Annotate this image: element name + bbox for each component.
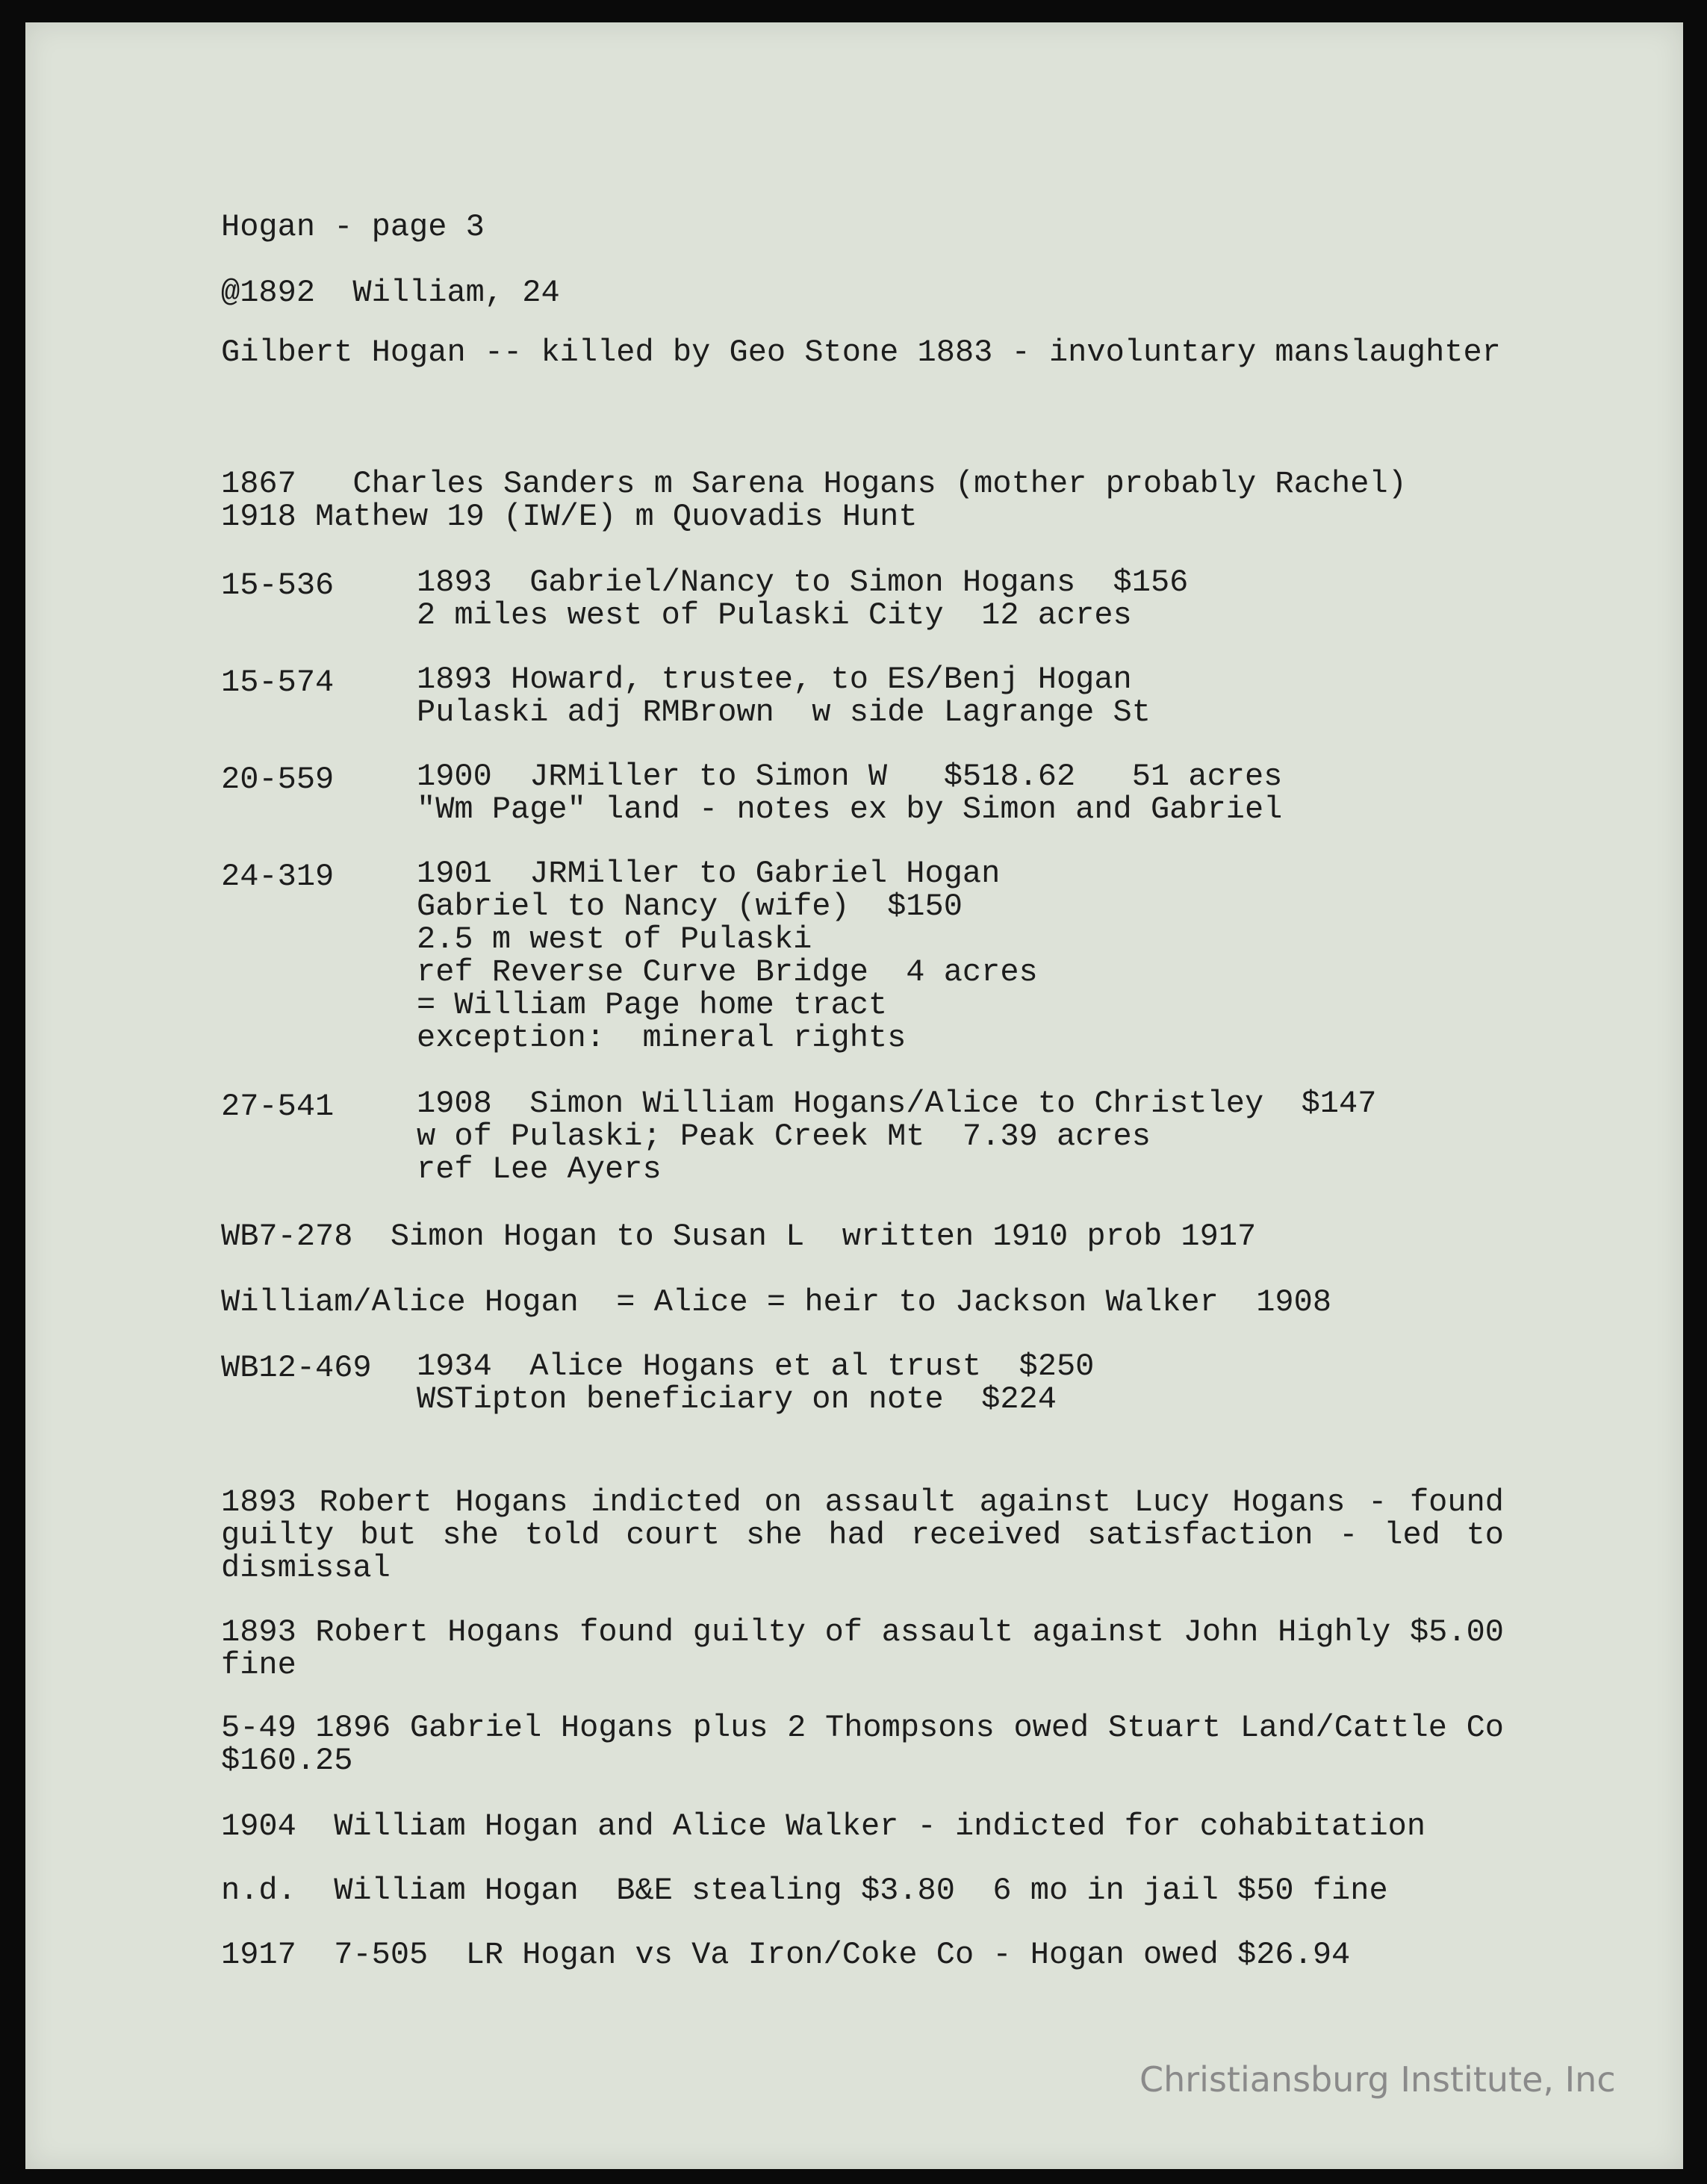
- deed-ref: 15-574: [221, 665, 335, 700]
- entry-court-1893-highly: 1893 Robert Hogans found guilty of assault against John Highly $5.00 fine: [221, 1614, 1504, 1683]
- deed-ref: 15-536: [221, 567, 335, 603]
- deed-ref: 27-541: [221, 1089, 335, 1124]
- deed-ref: WB12-469: [221, 1350, 372, 1386]
- entry-gilbert: Gilbert Hogan -- killed by Geo Stone 1883 - involuntary manslaughter: [221, 335, 1501, 370]
- entry-court-1893-lucy: 1893 Robert Hogans indicted on assault against Lucy Hogans - found guilty but she told court she had received satisfaction - led to dismissal: [221, 1484, 1504, 1586]
- deed-line: 2 miles west of Pulaski City 12 acres: [417, 597, 1132, 633]
- entry-court-1896: 5-49 1896 Gabriel Hogans plus 2 Thompsons owed Stuart Land/Cattle Co $160.25: [221, 1710, 1504, 1779]
- deed-line: Pulaski adj RMBrown w side Lagrange St: [417, 694, 1151, 730]
- deed-line: 1893 Howard, trustee, to ES/Benj Hogan: [417, 662, 1132, 697]
- entry-nd: n.d. William Hogan B&E stealing $3.80 6 mo in jail $50 fine: [221, 1873, 1388, 1908]
- deed-line: 1900 JRMiller to Simon W $518.62 51 acres: [417, 759, 1283, 794]
- entry-wb7: WB7-278 Simon Hogan to Susan L written 1910 prob 1917: [221, 1219, 1257, 1254]
- deed-ref: 20-559: [221, 762, 335, 797]
- deed-line: = William Page home tract: [417, 987, 888, 1023]
- deed-line: 1908 Simon William Hogans/Alice to Christley $147: [417, 1086, 1377, 1121]
- watermark-text: Christiansburg Institute, Inc: [1139, 2059, 1616, 2100]
- entry-marriage-1918: 1918 Mathew 19 (IW/E) m Quovadis Hunt: [221, 499, 918, 535]
- deed-line: 2.5 m west of Pulaski: [417, 921, 812, 957]
- deed-line: "Wm Page" land - notes ex by Simon and Gabriel: [417, 791, 1283, 827]
- deed-line: 1934 Alice Hogans et al trust $250: [417, 1348, 1095, 1384]
- entry-william-alice: William/Alice Hogan = Alice = heir to Jackson Walker 1908: [221, 1284, 1332, 1320]
- deed-ref: 24-319: [221, 859, 335, 895]
- entry-1904: 1904 William Hogan and Alice Walker - indicted for cohabitation: [221, 1808, 1426, 1844]
- entry-1917: 1917 7-505 LR Hogan vs Va Iron/Coke Co - Hogan owed $26.94: [221, 1937, 1351, 1973]
- deed-line: exception: mineral rights: [417, 1020, 907, 1056]
- document-page: [25, 22, 1683, 2169]
- deed-line: ref Lee Ayers: [417, 1151, 662, 1187]
- deed-line: 1901 JRMiller to Gabriel Hogan: [417, 856, 1001, 892]
- entry-marriage-1867: 1867 Charles Sanders m Sarena Hogans (mother probably Rachel): [221, 466, 1407, 502]
- deed-line: WSTipton beneficiary on note $224: [417, 1381, 1057, 1417]
- entry-1892: @1892 William, 24: [221, 275, 560, 311]
- page-header: Hogan - page 3: [221, 209, 485, 245]
- deed-line: 1893 Gabriel/Nancy to Simon Hogans $156: [417, 564, 1189, 600]
- deed-line: w of Pulaski; Peak Creek Mt 7.39 acres: [417, 1119, 1151, 1154]
- deed-line: ref Reverse Curve Bridge 4 acres: [417, 954, 1038, 990]
- deed-line: Gabriel to Nancy (wife) $150: [417, 889, 963, 924]
